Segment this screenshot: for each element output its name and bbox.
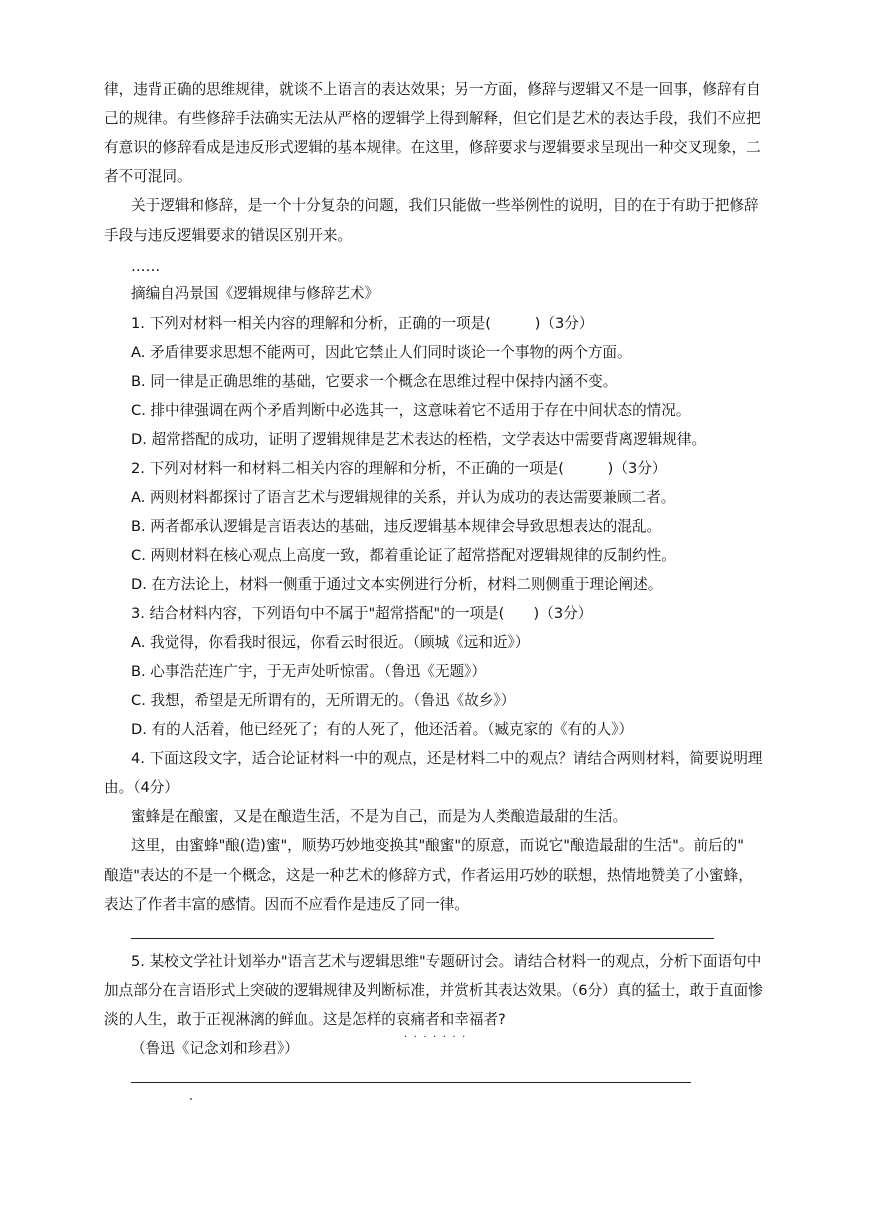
q2-option-c: C. 两则材料在核心观点上高度一致，都着重论证了超常搭配对逻辑规律的反制约性。 xyxy=(131,547,676,564)
q3-option-d: D. 有的人活着，他已经死了；有的人死了，他还活着。（臧克家的《有的人》） xyxy=(131,721,634,738)
q2-stem: 2. 下列对材料一和材料二相关内容的理解和分析，不正确的一项是( )（3分） xyxy=(131,460,667,477)
para2-line-1: 关于逻辑和修辞，是一个十分复杂的问题，我们只能做一些举例性的说明，目的在于有助于把修辞 xyxy=(131,197,759,214)
q3-option-c: C. 我想，希望是无所谓有的，无所谓无的。（鲁迅《故乡》） xyxy=(131,692,516,709)
q1-option-c: C. 排中律强调在两个矛盾判断中必选其一，这意味着它不适用于存在中间状态的情况。 xyxy=(131,402,691,419)
q5-stem-line-3: 淡的人生，敢于正视淋漓的鲜血。这是怎样的哀痛者和幸福者? xyxy=(104,1011,506,1028)
q2-option-a: A. 两则材料都探讨了语言艺术与逻辑规律的关系，并认为成功的表达需要兼顾二者。 xyxy=(131,489,676,506)
emphasis-dots: ······· xyxy=(404,1032,472,1043)
para1-line-2: 己的规律。有些修辞手法确实无法从严格的逻辑学上得到解释，但它们是艺术的表达手段，我们不应把 xyxy=(104,110,761,127)
q5-citation: （鲁迅《记念刘和珍君》） xyxy=(131,1040,299,1057)
para1-line-3: 有意识的修辞看成是违反形式逻辑的基本规律。在这里，修辞要求与逻辑要求呈现出一种交叉现象，二 xyxy=(104,139,761,156)
q4-passage-line-3: 酿造"表达的不是一个概念，这是一种艺术的修辞方式，作者运用巧妙的联想，热情地赞美了小蜜蜂， xyxy=(104,867,753,884)
ellipsis: …… xyxy=(131,258,161,275)
q5-stem-line-1: 5. 某校文学社计划举办"语言艺术与逻辑思维"专题研讨会。请结合材料一的观点，分析下面语句中 xyxy=(131,953,762,970)
q4-stem-line-2: 由。（4分） xyxy=(104,779,179,796)
source-citation: 摘编自冯景国《逻辑规律与修辞艺术》 xyxy=(131,285,380,302)
stray-mark xyxy=(190,1098,192,1100)
q2-option-d: D. 在方法论上，材料一侧重于通过文本实例进行分析，材料二则侧重于理论阐述。 xyxy=(131,576,663,593)
q4-stem-line-1: 4. 下面这段文字，适合论证材料一中的观点，还是材料二中的观点？请结合两则材料，简要说明理 xyxy=(131,750,763,767)
q5-stem-line-2: 加点部分在言语形式上突破的逻辑规律及判断标准，并赏析其表达效果。（6分）真的猛士，敢于直面惨 xyxy=(104,982,763,999)
q1-stem: 1. 下列对材料一相关内容的理解和分析，正确的一项是( )（3分） xyxy=(131,315,594,332)
q3-option-b: B. 心事浩茫连广宇，于无声处听惊雷。（鲁迅《无题》） xyxy=(131,663,486,680)
para1-line-1: 律，违背正确的思维规律，就谈不上语言的表达效果；另一方面，修辞与逻辑又不是一回事，修辞有自 xyxy=(104,81,761,98)
q4-passage-line-1: 蜜蜂是在酿蜜，又是在酿造生活，不是为自己，而是为人类酿造最甜的生活。 xyxy=(131,808,628,825)
q4-passage-line-2: 这里，由蜜蜂"酿(造)蜜"，顺势巧妙地变换其"酿蜜"的原意，而说它"酿造最甜的生活"。前后的" xyxy=(131,837,744,854)
para2-line-2: 手段与违反逻辑要求的错误区别开来。 xyxy=(104,227,353,244)
q2-option-b: B. 两者都承认逻辑是言语表达的基础，违反逻辑基本规律会导致思想表达的混乱。 xyxy=(131,518,662,535)
q3-option-a: A. 我觉得，你看我时很远，你看云时很近。（顾城《远和近》） xyxy=(131,634,530,651)
q4-passage-line-4: 表达了作者丰富的感情。因而不应看作是违反了同一律。 xyxy=(104,896,469,913)
q3-stem: 3. 结合材料内容，下列语句中不属于"超常搭配"的一项是( )（3分） xyxy=(131,605,593,622)
q1-option-d: D. 超常搭配的成功，证明了逻辑规律是艺术表达的桎梏，文学表达中需要背离逻辑规律。 xyxy=(131,431,707,448)
q1-option-b: B. 同一律是正确思维的基础，它要求一个概念在思维过程中保持内涵不变。 xyxy=(131,373,618,390)
para1-line-4: 者不可混同。 xyxy=(104,168,192,185)
q4-answer-line xyxy=(131,938,714,939)
q5-answer-line xyxy=(131,1082,691,1083)
q1-option-a: A. 矛盾律要求思想不能两可，因此它禁止人们同时谈论一个事物的两个方面。 xyxy=(131,344,632,361)
